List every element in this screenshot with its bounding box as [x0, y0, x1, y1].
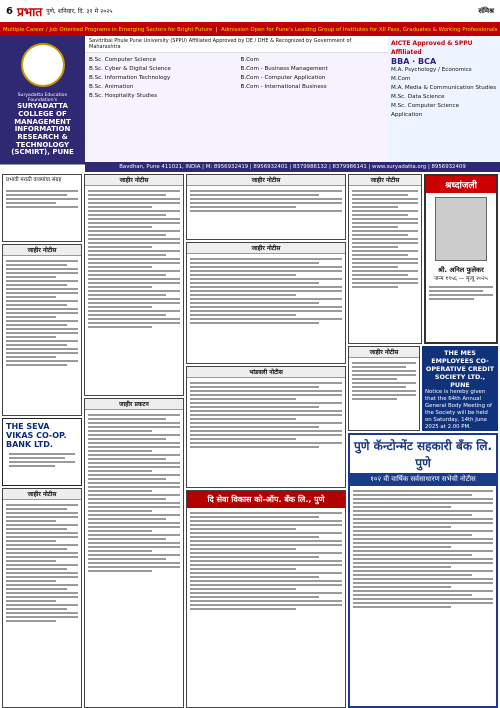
dateline: पुणे, शनिवार, दि. ३१ मे २०२५ — [46, 8, 113, 15]
meeting-notice — [422, 346, 498, 431]
top-ribbon: Multiple Career / Job Oriented Programs in Emerging Sectors for Bright Future | Admission Open for Pune's Leading Group of Institutes for XII Pass, Graduates & Working Professionals — [0, 24, 500, 36]
course-item: B.Com — [240, 57, 259, 63]
ribbon-left: Multiple Career / Job Oriented Programs in Emerging Sectors for Bright Future — [3, 27, 213, 33]
page-number: 6 — [6, 5, 13, 17]
coop-bank-notice — [348, 433, 498, 708]
right-notice-2 — [348, 346, 420, 431]
notice-title: जाहीर नोटीस — [3, 489, 81, 500]
college-sub: Suryadatta Education Foundation's — [17, 93, 68, 104]
centre-notice-top — [186, 174, 346, 240]
seva-bank-notice — [2, 418, 82, 486]
pg-course: M.Sc. Data Science — [391, 94, 445, 100]
pg-course: M.Com — [391, 76, 411, 82]
right-notice — [348, 174, 422, 344]
pg-heading: AICTE Approved & SPPU Affiliated — [391, 40, 473, 56]
meeting-text: Notice is hereby given that the 64th Annual General Body Meeting of the Society will be held on Saturday, 14th June 2025 at 2.00 PM. — [425, 389, 492, 430]
notice-box-wide — [84, 174, 184, 396]
page-header — [0, 0, 500, 24]
course-item: B.Com - International Business — [240, 84, 327, 90]
course-item: B.Sc. Information Technology — [89, 75, 171, 81]
tribute-date: जन्म १९५६ — मृत्यू २०२५ — [434, 276, 488, 282]
course-item: B.Sc. Computer Science — [89, 57, 157, 63]
pg-course: M.A. Media & Communication Studies — [391, 85, 497, 91]
notice-title: जाहीर नोटीस — [3, 245, 81, 256]
notice-title: जाहीर नोटीस — [349, 347, 419, 358]
course-item: B.Com - Business Management — [240, 66, 328, 72]
course-item: B.Sc. Cyber & Digital Science — [89, 66, 171, 72]
tribute-name: श्री. अनिल फुलेकर — [438, 266, 484, 274]
courses-list-1 — [85, 53, 237, 164]
ad-address-bar: Bavdhan, Pune 411021, INDIA | M: 8956932419 | 8956932401 | 8379986132 | 8379986141 | www.suryadatta.org | 8956932409 — [85, 162, 500, 172]
college-advertisement — [0, 36, 500, 165]
centre-notice-3 — [186, 366, 346, 488]
page-body — [0, 174, 500, 708]
pg-course: M.A. Psychology / Economics — [391, 67, 472, 73]
college-logo-icon — [21, 43, 65, 87]
teaser-text: प्रभावी मराठी वाक्यांचा संग्रह — [6, 177, 62, 183]
ribbon-right: Admission Open for Pune's Leading Group of Institutes for XII Pass, Graduates & Working Professionals — [221, 27, 498, 33]
courses-list-2 — [237, 53, 389, 164]
notice-title: भांडवली नोटीस — [187, 367, 345, 378]
course-item: B.Com - Computer Application — [240, 75, 326, 81]
coop-bank-sub: १०२ वी वार्षिक सर्वसाधारण सभेची नोटीस — [350, 473, 496, 486]
centre-notice-bottom — [186, 490, 346, 708]
pg-course: Application — [391, 112, 423, 118]
notice-title: जाहीर प्रकटन — [85, 399, 183, 410]
pg-big: BBA · BCA — [391, 57, 437, 66]
meeting-heading: THE MES EMPLOYEES CO-OPERATIVE CREDIT SOCIETY LTD., PUNE — [425, 349, 495, 389]
bank-ad-title: दि सेवा विकास को-ऑप. बँक लि., पुणे — [187, 491, 345, 508]
notice-title: जाहीर नोटीस — [349, 175, 421, 186]
centre-notice-2 — [186, 242, 346, 364]
college-name: SURYADATTA COLLEGE OF MANAGEMENT INFORMATION RESEARCH & TECHNOLOGY (SCMIRT), PUNE — [11, 102, 74, 157]
notice-box-2 — [2, 488, 82, 708]
college-brand — [0, 36, 85, 164]
teaser-box — [2, 174, 82, 242]
notice-box-tall — [84, 398, 184, 708]
course-item: B.Sc. Hospitality Studies — [89, 93, 158, 99]
notice-title: जाहीर नोटीस — [85, 175, 183, 186]
pg-course: M.Sc. Computer Science — [391, 103, 460, 109]
course-item: B.Sc. Animation — [89, 84, 134, 90]
bank-name: THE SEVA VIKAS CO-OP. BANK LTD. — [6, 422, 67, 449]
affiliation-text: Savitribai Phule Pune University (SPPU) Affiliated Approved by DE / DHE & Recognized by Government of Maharashtra — [85, 36, 388, 53]
section-name: संमिश्र — [478, 6, 494, 15]
masthead: प्रभात — [16, 4, 43, 19]
notice-title: जाहीर नोटीस — [187, 175, 345, 186]
tribute-title: श्रध्दांजली — [426, 176, 496, 193]
tribute-box — [424, 174, 498, 344]
pg-courses — [388, 36, 500, 164]
notice-box — [2, 244, 82, 416]
coop-bank-title: पुणे कॅन्टोन्मेंट सहकारी बँक लि. पुणे — [350, 435, 496, 473]
portrait-photo — [435, 197, 487, 261]
notice-title: जाहीर नोटीस — [187, 243, 345, 254]
